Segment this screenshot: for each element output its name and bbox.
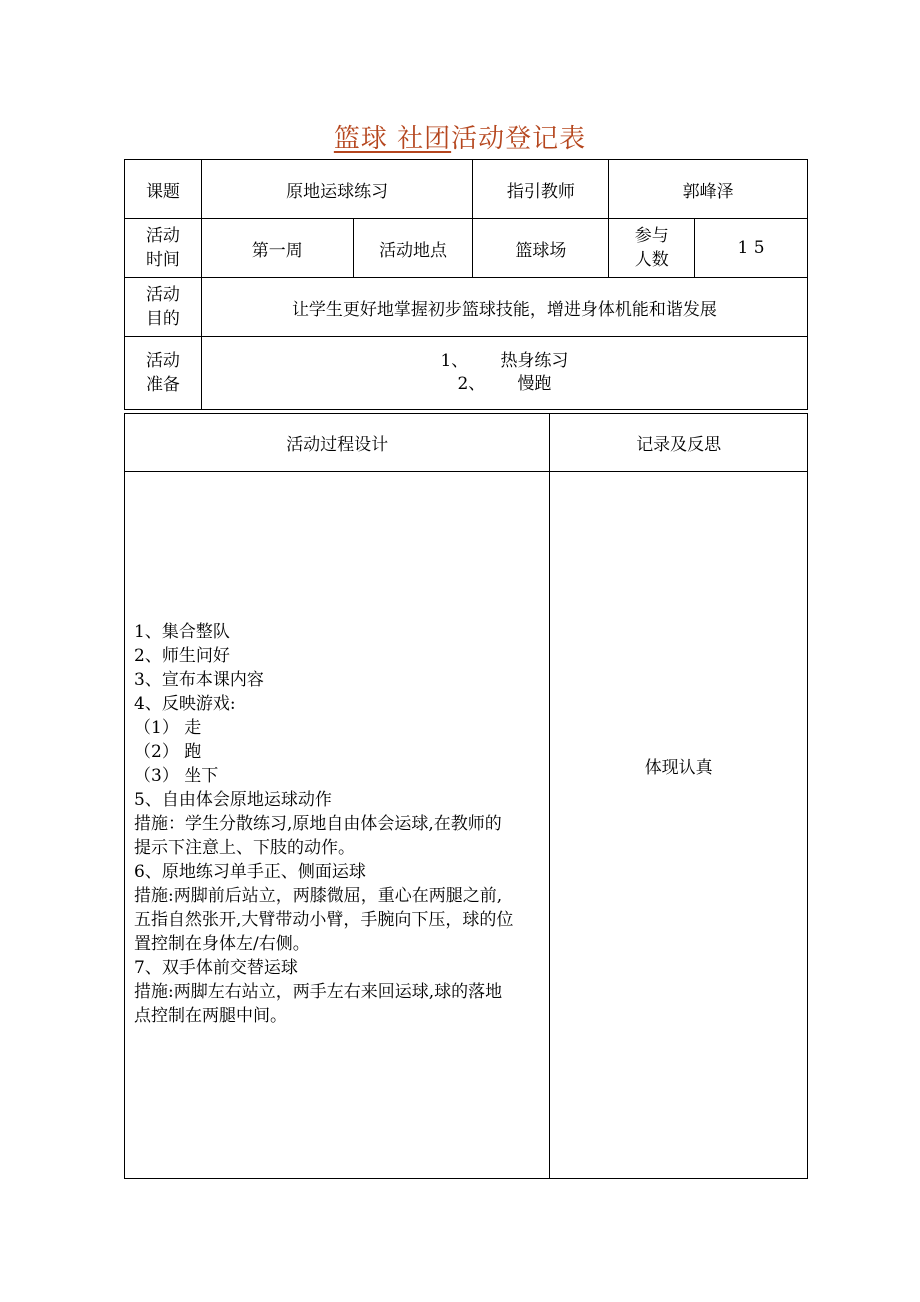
row-time (125, 219, 808, 278)
reflect-header: 记录及反思 (550, 414, 808, 472)
time-label (125, 219, 202, 278)
steps-cell (125, 472, 550, 1179)
info-table (124, 159, 808, 410)
step-line: 五指自然张开,大臂带动小臂，手腕向下压，球的位 (134, 910, 514, 930)
topic-label: 课题 (125, 160, 202, 219)
step-line: 措施:两脚前后站立，两膝微屈，重心在两腿之前, (134, 886, 503, 906)
goal-label (125, 278, 202, 337)
teacher-value: 郭峰泽 (609, 160, 808, 219)
prep-label-line2: 准备 (145, 375, 180, 395)
prep-item (202, 350, 807, 373)
title-club-name: 篮球 社团 (333, 124, 452, 154)
time-label-line2: 时间 (145, 250, 180, 270)
count-label-line1: 参与 (634, 226, 669, 246)
step-line: 点控制在两腿中间。 (134, 1006, 287, 1026)
count-value: 1 5 (695, 219, 808, 278)
count-label-line2: 人数 (634, 250, 669, 270)
row-topic (125, 160, 808, 219)
prep-item-text: 热身练习 (500, 351, 569, 371)
process-table (124, 413, 808, 1179)
step-line: 2、师生问好 (134, 646, 230, 666)
place-label: 活动地点 (353, 219, 473, 278)
step-line: 提示下注意上、下肢的动作。 (134, 838, 355, 858)
prep-item-num: 1、 (440, 351, 469, 371)
time-value: 第一周 (201, 219, 353, 278)
step-line: 置控制在身体左/右侧。 (134, 934, 310, 954)
step-line: （3） 坐下 (134, 766, 219, 786)
row-goal (125, 278, 808, 337)
step-line: 1、集合整队 (134, 622, 230, 642)
step-line: 5、自由体会原地运球动作 (134, 790, 332, 810)
step-line: 6、原地练习单手正、侧面运球 (134, 862, 366, 882)
goal-label-line1: 活动 (145, 285, 180, 305)
count-label (609, 219, 695, 278)
reflect-value: 体现认真 (550, 472, 808, 1179)
page-title (0, 118, 920, 155)
prep-item-text: 慢跑 (517, 374, 552, 394)
goal-label-line2: 目的 (145, 309, 180, 329)
teacher-label: 指引教师 (473, 160, 609, 219)
design-header: 活动过程设计 (125, 414, 550, 472)
goal-value: 让学生更好地掌握初步篮球技能，增进身体机能和谐发展 (201, 278, 807, 337)
title-form-name: 活动登记表 (451, 124, 587, 154)
step-line: 措施：学生分散练习,原地自由体会运球,在教师的 (134, 814, 502, 834)
step-line: 措施:两脚左右站立，两手左右来回运球,球的落地 (134, 982, 503, 1002)
step-line: （2） 跑 (134, 742, 202, 762)
step-line: 4、反映游戏: (134, 694, 236, 714)
time-label-line1: 活动 (145, 226, 180, 246)
topic-value: 原地运球练习 (201, 160, 473, 219)
step-line: 3、宣布本课内容 (134, 670, 264, 690)
process-header-row (125, 414, 808, 472)
row-prep (125, 337, 808, 410)
prep-list (201, 337, 807, 410)
prep-item-num: 2、 (457, 374, 486, 394)
step-line: 7、双手体前交替运球 (134, 958, 298, 978)
prep-label-line1: 活动 (145, 351, 180, 371)
place-value: 篮球场 (473, 219, 609, 278)
prep-label (125, 337, 202, 410)
step-line: （1） 走 (134, 718, 202, 738)
prep-item (202, 373, 807, 396)
process-body-row (125, 472, 808, 1179)
